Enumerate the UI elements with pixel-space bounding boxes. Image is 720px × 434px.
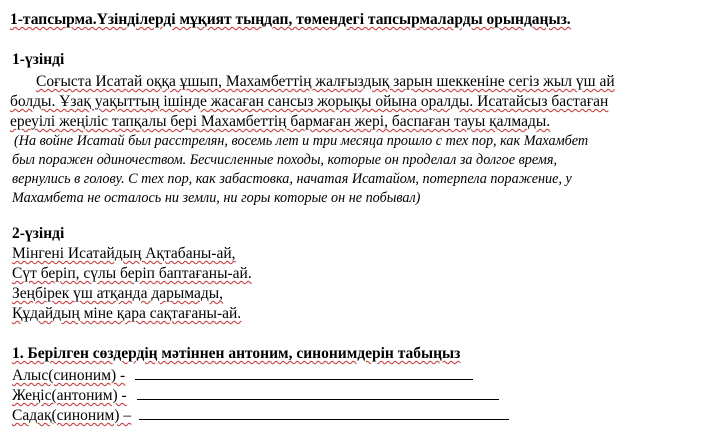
translation-line-4: Махамбета не осталось ни земли, ни горы которые он не побывал) — [12, 190, 421, 206]
answer-blank-3[interactable] — [139, 405, 509, 420]
exercise-item-3 — [12, 405, 509, 426]
excerpt2-heading: 2-үзінді — [12, 225, 65, 242]
task-title: 1-тапсырма.Үзінділерді мұқият тыңдап, төмендегі тапсырмаларды орындаңыз. — [10, 11, 571, 28]
exercise-item-2 — [12, 385, 499, 406]
exercise-item-label: Алыс(синоним) - — [12, 367, 126, 384]
translation-line-2: был поражен одиночеством. Бесчисленные походы, которые он проделал за долгое время, — [12, 152, 557, 168]
poem-line-1: Мінгені Исатайдың Ақтабаны-ай, — [12, 245, 236, 262]
exercise-title: 1. Берілген сөздердің мәтіннен антоним, синонимдерін табыңыз — [12, 345, 461, 362]
translation-line-1: (На войне Исатай был расстрелян, восемь лет и три месяца прошло с тех пор, как Махамбет — [14, 133, 589, 149]
excerpt1-line-1: Соғыста Исатай оққа ұшып, Махамбеттің жалғыздық зарын шеккеніне сегіз жыл үш ай — [36, 73, 615, 90]
poem-line-3: Зеңбірек үш атқанда дарымады, — [12, 285, 224, 302]
exercise-item-label: Садақ(синоним) – — [12, 407, 132, 424]
exercise-item-label: Жеңіс(антоним) - — [12, 387, 127, 404]
answer-blank-1[interactable] — [135, 365, 473, 380]
poem-line-4: Құдайдың міне қара сақтағаны-ай. — [12, 305, 242, 322]
excerpt1-heading: 1-үзінді — [12, 51, 65, 68]
answer-blank-2[interactable] — [137, 385, 499, 400]
exercise-item-1 — [12, 365, 473, 386]
poem-line-2: Сүт беріп, сүлы беріп баптағаны-ай. — [12, 265, 252, 282]
excerpt1-line-2: болды. Ұзақ уақыттың ішінде жасаған сансыз жорықы ойына оралды. Исатайсыз бастаған — [10, 93, 609, 110]
excerpt1-line-3: ереуілі жеңіліс тапқалы бері Махамбеттің бармаған жері, баспаған тауы қалмады. — [10, 113, 551, 130]
translation-line-3: вернулись в голову. С тех пор, как забастовка, начатая Исатайом, потерпела поражение, у — [12, 171, 572, 187]
